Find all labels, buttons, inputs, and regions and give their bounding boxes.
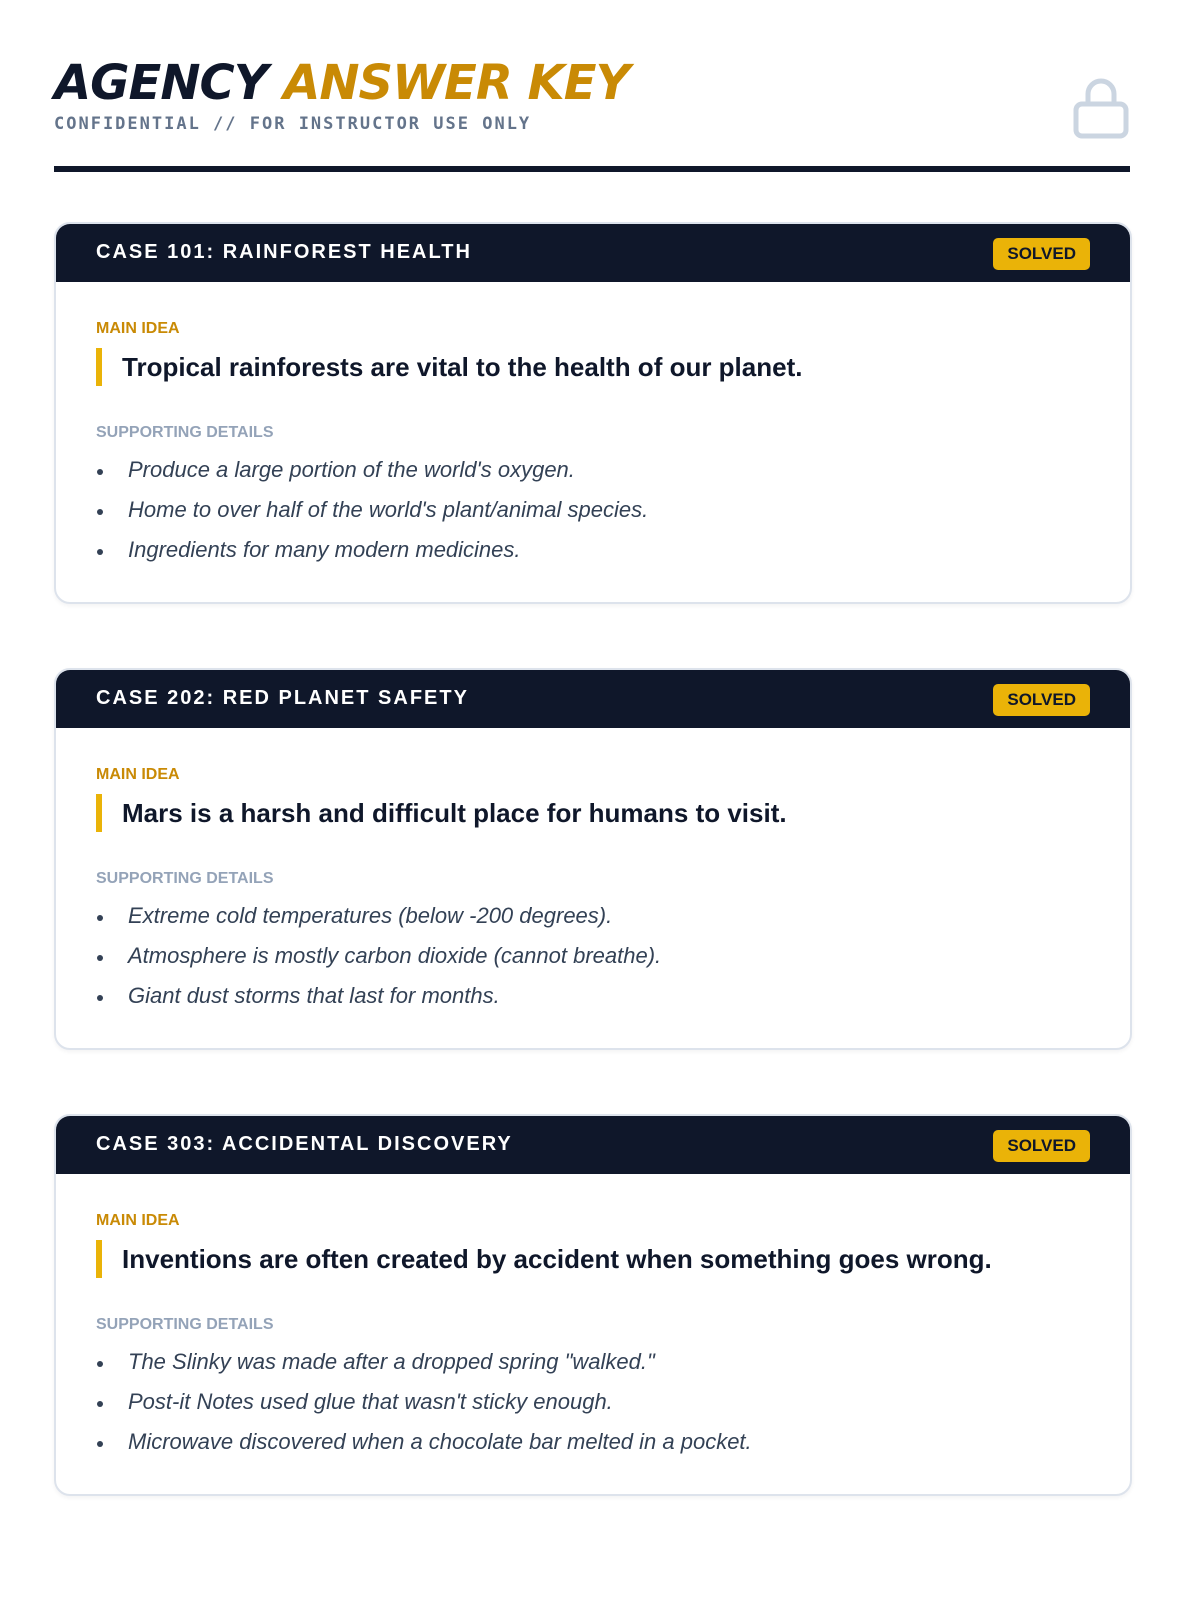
case-card-101 [54,222,1132,604]
case-header [56,224,1130,282]
case-header [56,670,1130,728]
case-card-303 [54,1114,1132,1496]
main-idea-text: Mars is a harsh and difficult place for humans to visit. [96,794,1090,832]
detail-item: The Slinky was made after a dropped spring "walked." [96,1342,1090,1382]
main-idea-text: Tropical rainforests are vital to the health of our planet. [96,348,1090,386]
main-idea-text: Inventions are often created by accident when something goes wrong. [96,1240,1090,1278]
status-badge: SOLVED [993,238,1090,270]
details-list [96,896,1090,1016]
detail-item: Extreme cold temperatures (below -200 degrees). [96,896,1090,936]
details-list [96,1342,1090,1462]
detail-item: Post-it Notes used glue that wasn't sticky enough. [96,1382,1090,1422]
page-title [54,56,1130,110]
detail-item: Produce a large portion of the world's oxygen. [96,450,1090,490]
case-title: CASE 202: RED PLANET SAFETY [96,687,469,709]
detail-item: Giant dust storms that last for months. [96,976,1090,1016]
supporting-details-label: SUPPORTING DETAILS [96,870,274,887]
case-card-202 [54,668,1132,1050]
status-badge: SOLVED [993,684,1090,716]
title-accent: ANSWER KEY [283,55,630,111]
status-badge: SOLVED [993,1130,1090,1162]
case-title: CASE 303: ACCIDENTAL DISCOVERY [96,1133,513,1155]
header-divider [54,166,1130,172]
detail-item: Atmosphere is mostly carbon dioxide (cannot breathe). [96,936,1090,976]
lock-icon [1072,76,1130,140]
case-header [56,1116,1130,1174]
detail-item: Ingredients for many modern medicines. [96,530,1090,570]
main-idea-label: MAIN IDEA [96,766,180,783]
title-primary: AGENCY [54,55,268,111]
page-subtitle: CONFIDENTIAL // FOR INSTRUCTOR USE ONLY [54,114,532,134]
detail-item: Home to over half of the world's plant/animal species. [96,490,1090,530]
supporting-details-label: SUPPORTING DETAILS [96,1316,274,1333]
detail-item: Microwave discovered when a chocolate bar melted in a pocket. [96,1422,1090,1462]
main-idea-label: MAIN IDEA [96,1212,180,1229]
case-title: CASE 101: RAINFOREST HEALTH [96,241,472,263]
main-idea-label: MAIN IDEA [96,320,180,337]
details-list [96,450,1090,570]
page-header [54,56,1130,134]
supporting-details-label: SUPPORTING DETAILS [96,424,274,441]
